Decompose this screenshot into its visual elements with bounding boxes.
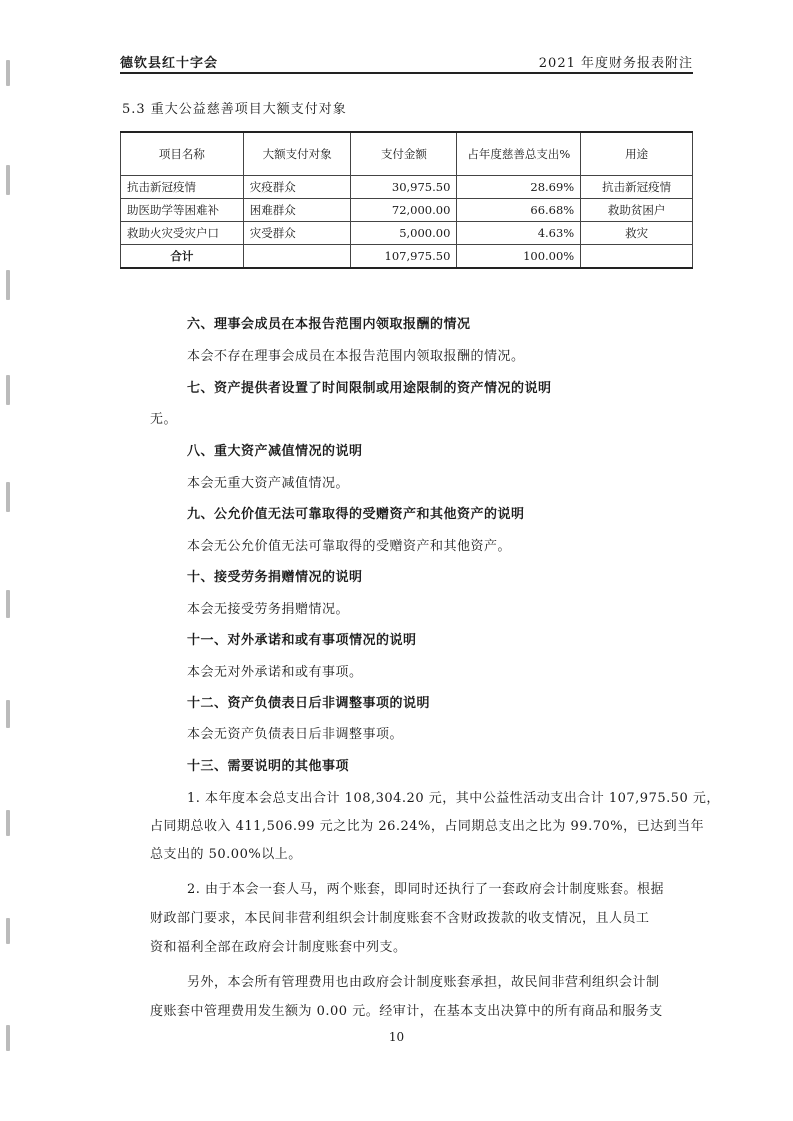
paragraph-13-1-line: 占同期总收入 411,506.99 元之比为 26.24%，占同期总支出之比为 99.70%，已达到当年 (150, 819, 705, 834)
scan-mark (6, 590, 10, 618)
scan-mark (6, 375, 10, 405)
table-cell: 抗击新冠疫情 (581, 176, 693, 199)
table-cell: 5,000.00 (351, 222, 457, 245)
heading-7: 七、资产提供者设置了时间限制或用途限制的资产情况的说明 (187, 381, 552, 396)
paragraph-10: 本会无接受劳务捐赠情况。 (187, 602, 350, 617)
table-cell (243, 245, 351, 269)
heading-13: 十三、需要说明的其他事项 (187, 759, 350, 774)
scan-mark (6, 270, 10, 300)
table-header-cell: 项目名称 (121, 132, 244, 176)
paragraph-13-3-line: 度账套中管理费用发生额为 0.00 元。经审计，在基本支出决算中的所有商品和服务支 (150, 1004, 663, 1019)
scan-mark (6, 60, 10, 86)
table-cell: 救助火灾受灾户口 (121, 222, 244, 245)
paragraph-6: 本会不存在理事会成员在本报告范围内领取报酬的情况。 (187, 349, 525, 364)
paragraph-13-2-line: 财政部门要求，本民间非营利组织会计制度账套不含财政拨款的收支情况，且人员工 (150, 911, 650, 926)
total-label: 合计 (121, 245, 244, 269)
table-row (121, 199, 693, 222)
table-header-cell: 用途 (581, 132, 693, 176)
total-percent: 100.00% (457, 245, 581, 269)
table-row (121, 176, 693, 199)
report-title: 2021 年度财务报表附注 (538, 56, 693, 71)
paragraph-9: 本会无公允价值无法可靠取得的受赠资产和其他资产。 (187, 539, 512, 554)
table-cell: 28.69% (457, 176, 581, 199)
page-number: 10 (388, 1030, 405, 1044)
table-header-cell: 占年度慈善总支出% (457, 132, 581, 176)
table-cell: 灾疫群众 (243, 176, 351, 199)
table-header-cell: 大额支付对象 (243, 132, 351, 176)
table-cell: 灾受群众 (243, 222, 351, 245)
heading-8: 八、重大资产减值情况的说明 (187, 444, 363, 459)
heading-12: 十二、资产负债表日后非调整事项的说明 (187, 696, 431, 711)
table-cell: 66.68% (457, 199, 581, 222)
scan-mark (6, 165, 10, 195)
table-total-row (121, 245, 693, 269)
table-cell (581, 245, 693, 269)
heading-11: 十一、对外承诺和或有事项情况的说明 (187, 633, 417, 648)
paragraph-13-3-line: 另外，本会所有管理费用也由政府会计制度账套承担，故民间非营利组织会计制 (187, 975, 660, 990)
section-title: 5.3 重大公益慈善项目大额支付对象 (122, 102, 347, 117)
table-cell: 救助贫困户 (581, 199, 693, 222)
paragraph-13-2-line: 2. 由于本会一套人马，两个账套，即同时还执行了一套政府会计制度账套。根据 (187, 882, 665, 897)
paragraph-8: 本会无重大资产减值情况。 (187, 476, 350, 491)
table-row (121, 222, 693, 245)
paragraph-12: 本会无资产负债表日后非调整事项。 (187, 727, 404, 742)
table-cell: 抗击新冠疫情 (121, 176, 244, 199)
scan-mark (6, 482, 10, 512)
scan-mark (6, 810, 10, 836)
total-amount: 107,975.50 (351, 245, 457, 269)
payment-table (120, 131, 693, 269)
paragraph-7: 无。 (150, 412, 178, 427)
heading-10: 十、接受劳务捐赠情况的说明 (187, 570, 363, 585)
table-cell: 困难群众 (243, 199, 351, 222)
heading-6: 六、理事会成员在本报告范围内领取报酬的情况 (187, 317, 471, 332)
table-cell: 72,000.00 (351, 199, 457, 222)
page-header (120, 50, 693, 72)
heading-9: 九、公允价值无法可靠取得的受赠资产和其他资产的说明 (187, 507, 525, 522)
scan-mark (6, 918, 10, 944)
table-cell: 救灾 (581, 222, 693, 245)
org-name: 德钦县红十字会 (120, 56, 219, 71)
table-cell: 4.63% (457, 222, 581, 245)
scan-mark (6, 700, 10, 728)
header-rule (120, 72, 693, 74)
table-cell: 30,975.50 (351, 176, 457, 199)
paragraph-13-2-line: 资和福利全部在政府会计制度账套中列支。 (150, 940, 407, 955)
paragraph-11: 本会无对外承诺和或有事项。 (187, 665, 363, 680)
table-cell: 助医助学等困难补 (121, 199, 244, 222)
table-header-row (121, 132, 693, 176)
paragraph-13-1-line: 1. 本年度本会总支出合计 108,304.20 元，其中公益性活动支出合计 107,975.50 元， (187, 791, 720, 806)
paragraph-13-1-line: 总支出的 50.00%以上。 (150, 847, 302, 862)
table-header-cell: 支付金额 (351, 132, 457, 176)
